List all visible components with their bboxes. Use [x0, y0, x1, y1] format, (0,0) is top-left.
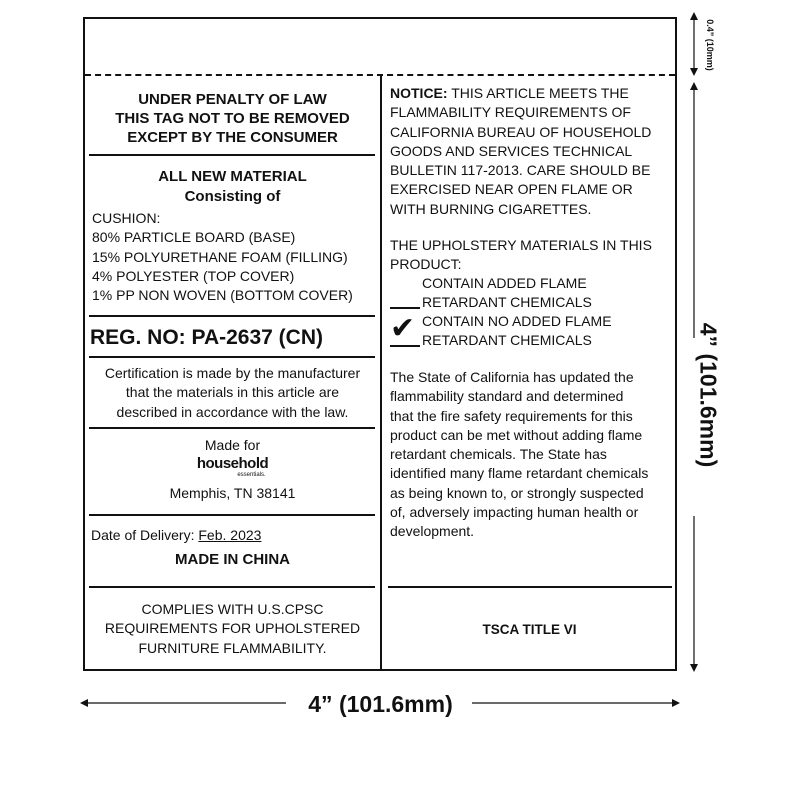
compliance-line: FURNITURE FLAMMABILITY. — [138, 639, 327, 656]
penalty-line: EXCEPT BY THE CONSUMER — [127, 129, 338, 146]
composition-list — [92, 209, 353, 305]
top-margin-label: 0.4” (10mm) — [705, 19, 715, 71]
height-label-container — [690, 260, 726, 530]
section-divider — [89, 586, 375, 588]
notice-line: BULLETIN 117-2013. CARE SHOULD BE — [390, 162, 651, 179]
notice-line: EXERCISED NEAR OPEN FLAME OR — [390, 181, 633, 198]
california-line: The State of California has updated the — [390, 369, 634, 385]
brand-logo-subtext: essentials. — [237, 472, 266, 478]
certification-statement — [85, 364, 380, 422]
certification-line: described in accordance with the law. — [116, 403, 349, 420]
section-divider — [89, 356, 375, 358]
option-line: CONTAIN NO ADDED FLAME — [422, 313, 612, 329]
option-line: CONTAIN ADDED FLAME — [422, 275, 587, 291]
compliance-line: REQUIREMENTS FOR UPHOLSTERED — [104, 620, 361, 637]
compliance-statement — [85, 600, 380, 658]
brand-logo-text: household — [196, 455, 269, 472]
option-line: RETARDANT CHEMICALS — [422, 332, 592, 349]
composition-item: 4% POLYESTER (TOP COVER) — [92, 267, 295, 284]
certification-line: that the materials in this article are — [125, 384, 340, 401]
brand-logo — [85, 456, 380, 478]
california-line: as being known to, or strongly suspected — [390, 484, 644, 501]
california-line: retardant chemicals. The State has — [390, 446, 607, 463]
notice-line: WITH BURNING CIGARETTES. — [390, 200, 592, 217]
california-statement — [390, 368, 676, 542]
option-no-added-flame — [422, 312, 612, 351]
delivery-label: Date of Delivery: — [91, 527, 199, 543]
height-label: 4” (101.6mm) — [695, 322, 722, 468]
california-line: identified many flame retardant chemicals — [390, 465, 649, 482]
option-added-flame — [422, 274, 592, 313]
material-heading: ALL NEW MATERIAL — [158, 168, 307, 185]
option-checked-underline — [390, 345, 420, 347]
city-address: Memphis, TN 38141 — [169, 485, 296, 501]
notice-line: GOODS AND SERVICES TECHNICAL — [390, 142, 633, 159]
checkmark-icon: ✔ — [390, 312, 416, 345]
width-label: 4” (101.6mm) — [308, 691, 453, 717]
notice-line: FLAMMABILITY REQUIREMENTS OF — [390, 104, 631, 121]
notice-label: NOTICE: — [390, 85, 448, 101]
notice-line: THIS ARTICLE MEETS THE — [447, 85, 629, 101]
cushion-label: CUSHION: — [92, 210, 161, 226]
penalty-warning — [85, 90, 380, 147]
compliance-line: COMPLIES WITH U.S.CPSC — [141, 601, 324, 617]
material-subheading: Consisting of — [184, 188, 281, 205]
penalty-line: UNDER PENALTY OF LAW — [138, 91, 327, 108]
penalty-line: THIS TAG NOT TO BE REMOVED — [115, 110, 350, 127]
section-divider — [89, 154, 375, 156]
section-divider — [89, 315, 375, 317]
section-divider — [89, 514, 375, 516]
composition-item: 15% POLYURETHANE FOAM (FILLING) — [92, 248, 348, 265]
california-line: development. — [390, 523, 475, 540]
country-of-origin: MADE IN CHINA — [175, 551, 290, 568]
upholstery-statement — [390, 236, 652, 275]
section-divider — [89, 427, 375, 429]
california-line: that the fire safety requirements for this — [390, 407, 633, 424]
delivery-date-row — [91, 526, 261, 545]
top-margin-label-container — [700, 10, 720, 80]
composition-item: 1% PP NON WOVEN (BOTTOM COVER) — [92, 287, 353, 304]
delivery-date: Feb. 2023 — [198, 527, 262, 543]
california-line: of, adversely impacting human health or — [390, 504, 639, 521]
flammability-notice — [390, 84, 676, 219]
california-line: product can be met without adding flame — [390, 426, 643, 443]
certification-line: Certification is made by the manufacturer — [104, 365, 361, 381]
tsca-title: TSCA TITLE VI — [482, 622, 577, 637]
option-blank-checkbox — [390, 307, 420, 309]
notice-line: CALIFORNIA BUREAU OF HOUSEHOLD — [390, 123, 652, 140]
made-for-label: Made for — [204, 437, 261, 453]
column-divider — [380, 75, 382, 671]
composition-item: 80% PARTICLE BOARD (BASE) — [92, 229, 296, 246]
section-divider — [388, 586, 672, 588]
registration-number: REG. NO: PA-2637 (CN) — [90, 326, 323, 349]
upholstery-line: PRODUCT: — [390, 256, 462, 273]
option-line: RETARDANT CHEMICALS — [422, 294, 592, 311]
upholstery-line: THE UPHOLSTERY MATERIALS IN THIS — [390, 237, 652, 253]
california-line: flammability standard and determined — [390, 388, 624, 405]
